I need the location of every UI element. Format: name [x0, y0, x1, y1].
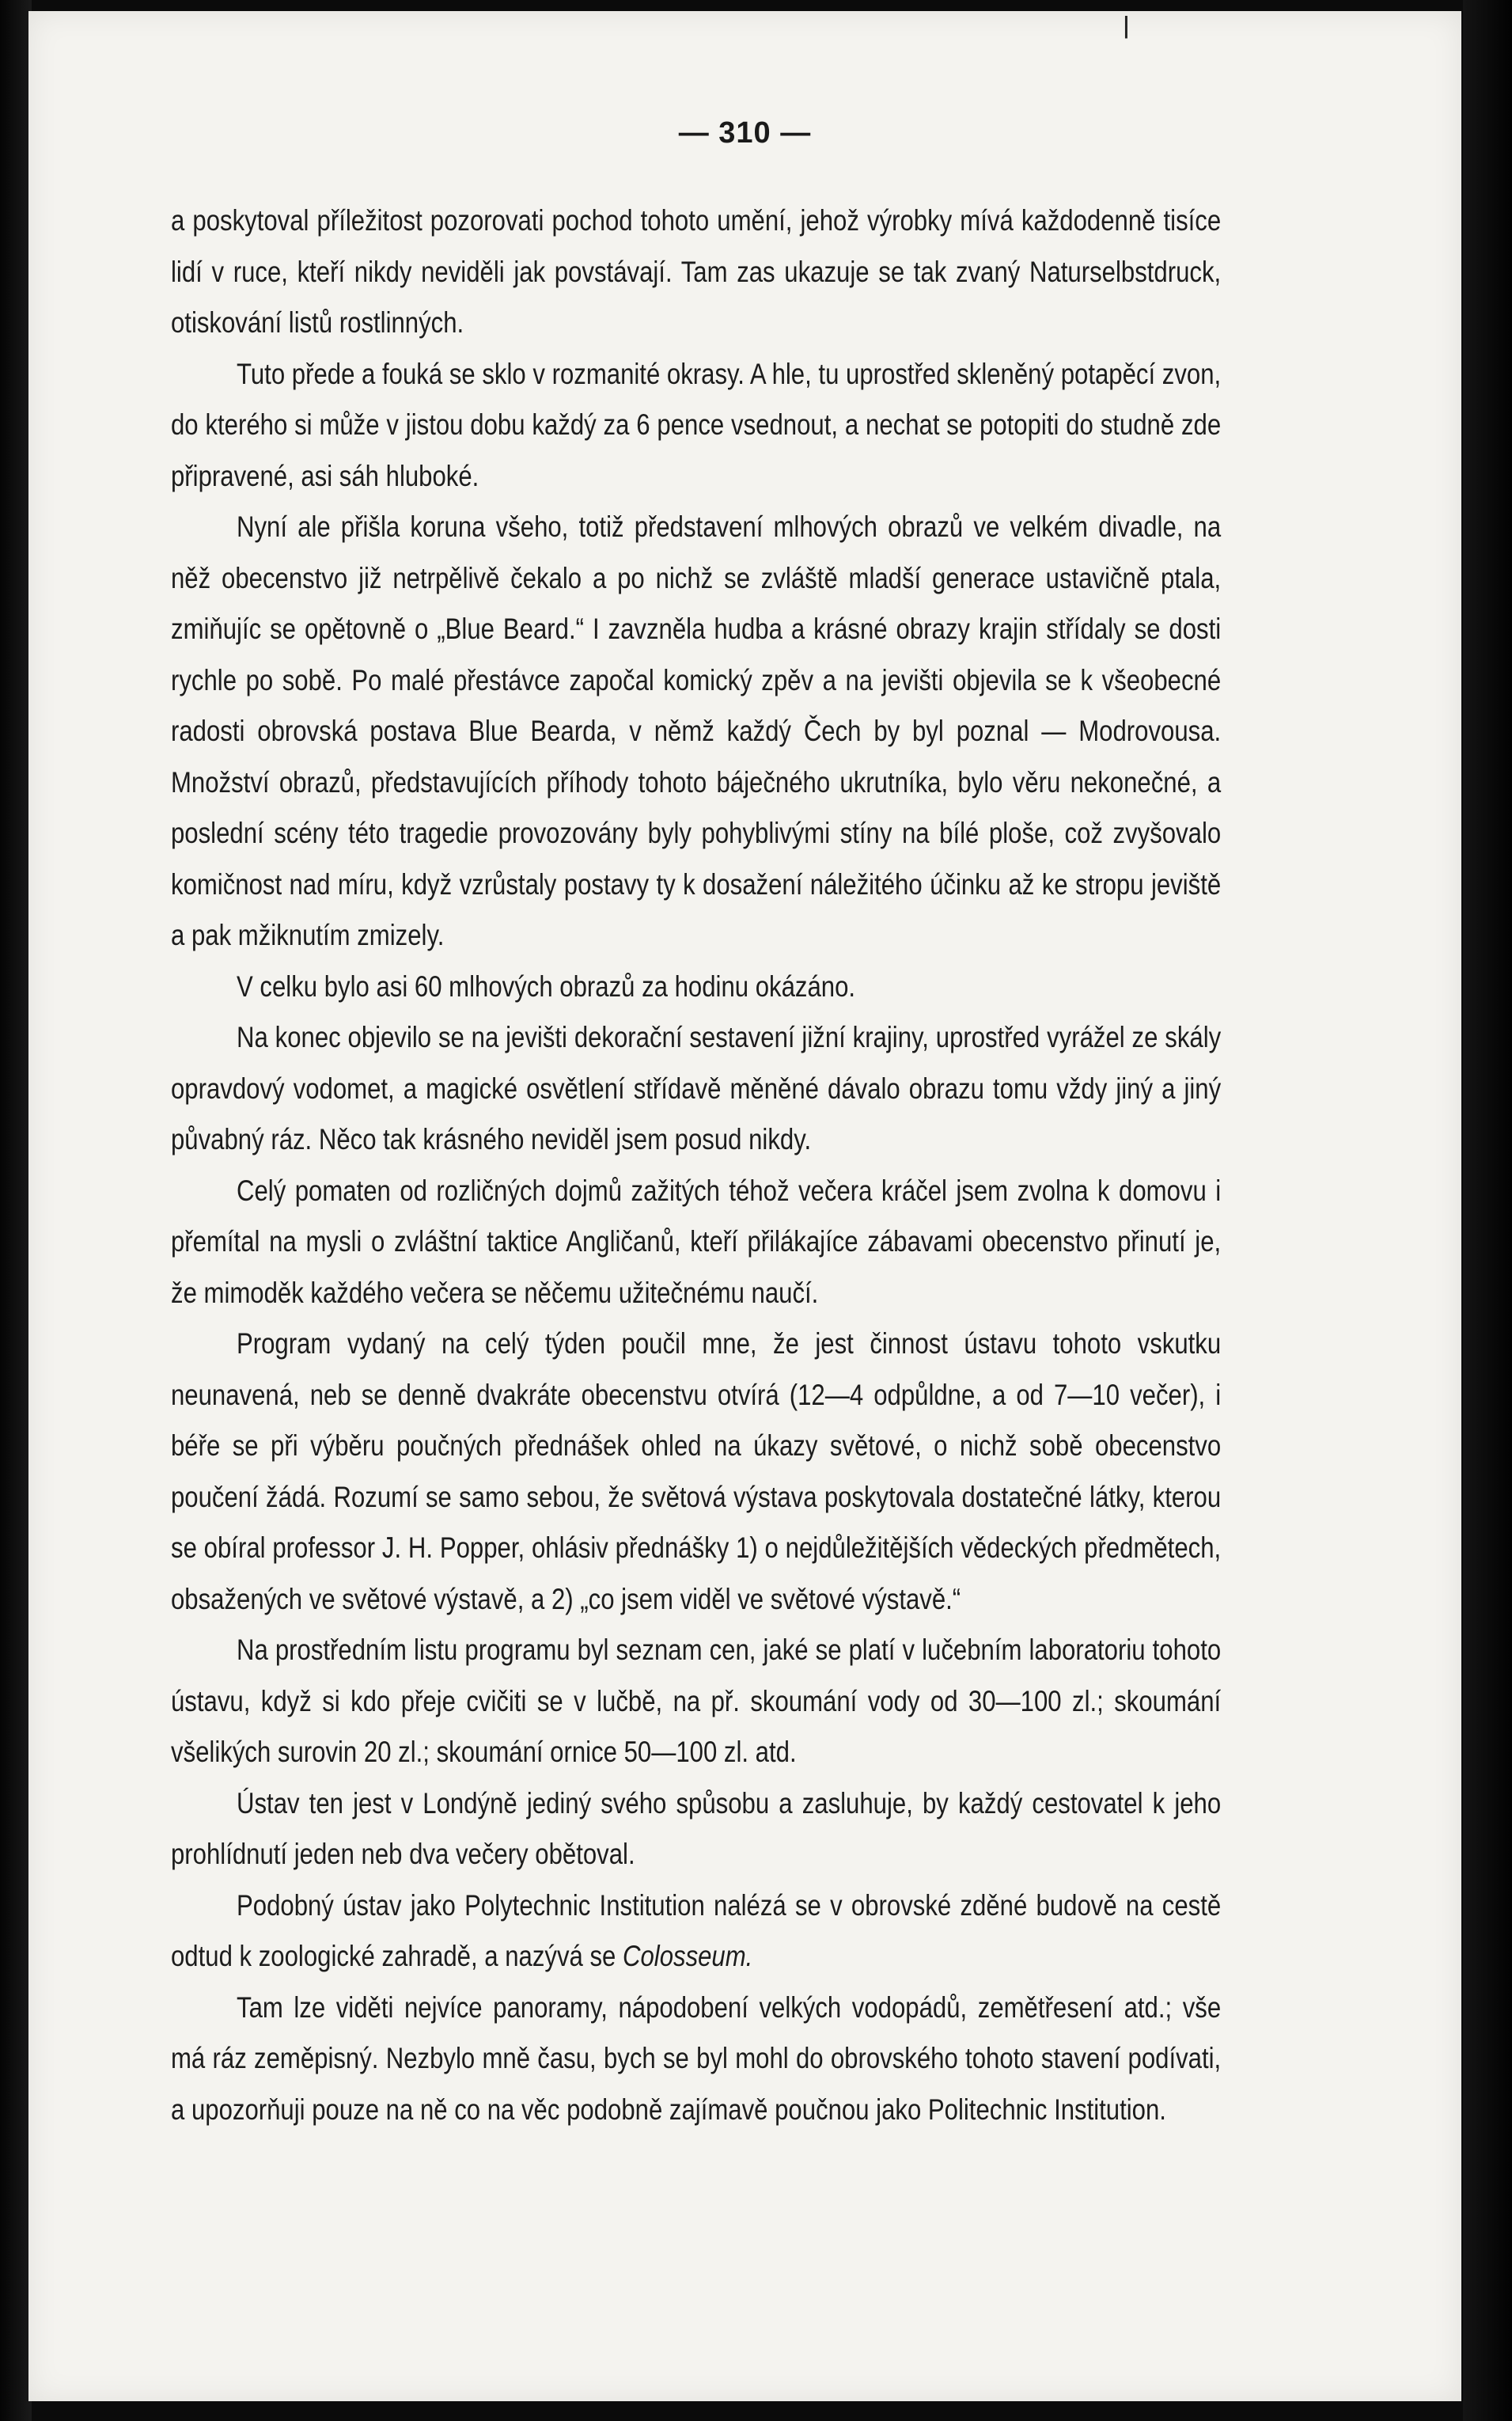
paragraph-unique-institute: Ústav ten jest v Londýně jediný svého spůsobu a zasluhuje, by každý cestovatel k jeho prohlídnutí jeden neb dva večery obětoval.	[171, 1785, 1222, 1870]
paragraph-fog-pictures: Nyní ale přišla koruna všeho, totiž představení mlhových obrazů ve velkém divadle, na něž obecenstvo již netrpělivě čekalo a po nichž se zvláště mladší generace ustavičně ptala, zmiňujíc se opětovně o „Blue Beard.“ I zavzněla hudba a krásné obrazy krajin střídaly se dosti rychle po sobě. Po malé přestávce započal komický zpěv a na jevišti objevila se k všeobecné radosti obrovská postava Blue Bearda, v němž každý Čech by byl poznal — Modrovousa. Množství obrazů, představujících příhody tohoto báječného ukrutníka, bylo věru nekonečné, a poslední scény této tragedie provozovány byly pohyblivými stíny na bílé ploše, což zvyšovalo komičnost nad míru, když vzrůstaly postavy ty k dosažení náležitého účinku až ke stropu jeviště a pak mžiknutím zmizely.	[171, 510, 1222, 951]
paragraph-continuation: a poskytoval příležitost pozorovati pochod tohoto umění, jehož výrobky mívá každodenně tisíce lidí v ruce, kteří nikdy neviděli jak povstávají. Tam zas ukazuje se tak zvaný Naturselbstdruck, otiskování listů rostlinných.	[171, 203, 1222, 339]
paragraph-sixty-pictures: V celku bylo asi 60 mlhových obrazů za hodinu okázáno.	[237, 969, 856, 1003]
paragraph-glass-diving-bell: Tuto přede a fouká se sklo v rozmanité okrasy. A hle, tu uprostřed skleněný potapěcí zvon, do kterého si může v jistou dobu každý za 6 pence vsednout, a nechat se potopiti do studně zde připravené, asi sáh hluboké.	[171, 356, 1222, 492]
page-body	[171, 195, 1221, 2135]
paragraph-panoramas: Tam lze viděti nejvíce panoramy, nápodobení velkých vodopádů, zemětřesení atd.; vše má ráz zeměpisný. Nezbylo mně času, bych se byl mohl do obrovského tohoto stavení podívati, a upozorňuji pouze na ně co na věc podobně zajímavě poučnou jako Politechnic Institution.	[171, 1990, 1222, 2126]
scan-border-right	[1463, 0, 1512, 2421]
paragraph-program: Program vydaný na celý týden poučil mne, že jest činnost ústavu tohoto vskutku neunavená, neb se denně dvakráte obecenstvu otvírá (12—4 odpůldne, a od 7—10 večer), i béře se při výběru poučných přednášek ohled na úkazy světové, o nichž sobě obecenstvo poučení žádá. Rozumí se samo sebou, že světová výstava poskytovala dostatečné látky, kterou se obíral professor J. H. Popper, ohlásiv přednášky 1) o nejdůležitějších vědeckých předmětech, obsažených ve světové výstavě, a 2) „co jsem viděl ve světové výstavě.“	[171, 1326, 1222, 1615]
colosseum-text: Podobný ústav jako Polytechnic Institution nalézá se v obrovské zděné budově na cestě odtud k zoologické zahradě, a nazývá se	[171, 1888, 1222, 1972]
margin-mark: ǀ	[1123, 12, 1130, 40]
page-number: — 310 —	[678, 116, 812, 150]
paragraph-fountain: Na konec objevilo se na jevišti dekorační sestavení jižní krajiny, uprostřed vyrážel ze skály opravdový vodomet, a magické osvětlení střídavě měněné dávalo obrazu tomu vždy jiný a jiný půvabný ráz. Něco tak krásného neviděl jsem posud nikdy.	[171, 1020, 1222, 1155]
scan-border-left	[0, 0, 32, 2421]
paragraph-colosseum	[171, 1880, 1221, 1982]
colosseum-name: Colosseum.	[622, 1939, 753, 1972]
paragraph-walk-home: Celý pomaten od rozličných dojmů zažitých téhož večera kráčel jsem zvolna k domovu i přemítal na mysli o zvláštní taktice Angličanů, kteří přilákajíce zábavami obecenstvo přinutí je, že mimoděk každého večera se něčemu užitečnému naučí.	[171, 1173, 1222, 1309]
paragraph-price-list: Na prostředním listu programu byl seznam cen, jaké se platí v lučebním laboratoriu tohoto ústavu, když si kdo přeje cvičiti se v lučbě, na př. skoumání vody od 30—100 zl.; skoumání všelikých surovin 20 zl.; skoumání ornice 50—100 zl. atd.	[171, 1633, 1222, 1768]
book-page	[28, 11, 1461, 2401]
